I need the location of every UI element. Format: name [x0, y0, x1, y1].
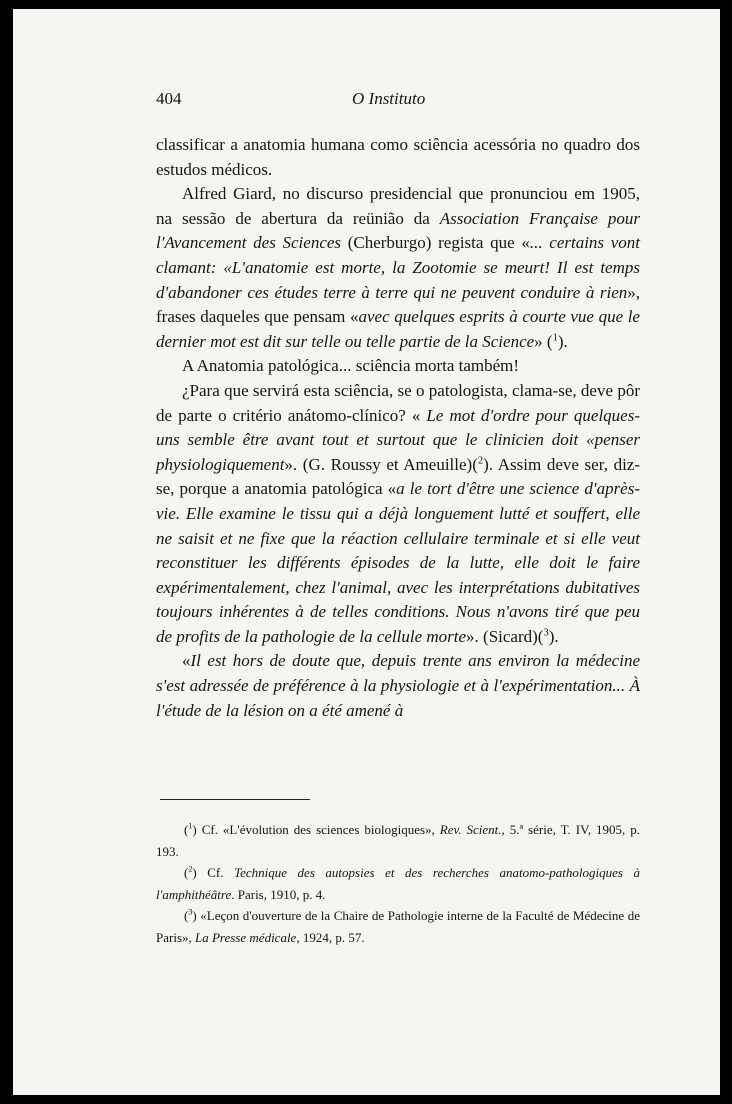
footnote-ref-3: 3 — [543, 627, 549, 639]
quote-giard: ... certains vont clamant: «L'anatomie est morte, la Zootomie se meurt! Il est temps d'abandoner ces études terre à terre qui ne peuvent conduire à rien — [156, 233, 640, 302]
paragraph-3: A Anatomia patológica... sciência morta também! — [182, 356, 520, 376]
book-page — [13, 9, 720, 1095]
italic-citation: Association Française pour l'Avancement des Sciences — [156, 208, 640, 253]
quote-roussy: Le mot d'ordre pour quelques-uns semble être avant tout et surtout que le clinicien doit «penser physiologiquement — [156, 405, 640, 474]
footnotes — [156, 819, 640, 948]
footnote-2: ($^2$) Cf. Technique des autopsies et des recherches anatomo-pathologiques à l'amphithéâtre. Paris, 1910, p. 4. — [156, 864, 641, 902]
paragraph-2: Alfred Giard, no discurso presidencial que pronunciou em 1905, na sessão de abertura da reünião da Association Française pour l'Avancement des Sciences (Cherburgo) regista que «... certains vont clamant: «L'anatomie est morte, la Zootomie se meurt! Il est temps d'abandoner ces études terre à terre qui ne peuvent conduire à rien», frases daqueles que pensam «avec quelques esprits à courte vue que le dernier mot est dit sur telle ou telle partie de la Science» ($^1$). — [156, 184, 640, 351]
footnote-ref-2: 2 — [477, 455, 484, 467]
footnote-ref-1: 1 — [552, 332, 558, 344]
quote-medecine: Il est hors de doute que, depuis trente ans environ la médecine s'est adressée de préférence à la physiologie et à l'expérimentation... À l'étude de la lésion on a été amené à — [156, 651, 640, 720]
quote-sicard: a le tort d'être une science d'après-vie. Elle examine le tissu qui a déjà longuement lutté et souffert, elle ne saisit et ne fixe que la réaction cellulaire terminale et si elle veut reconstituer les différents épisodes de la lutte, elle doit le faire expérimentalement, chez l'animal, avec les interprétations dubitatives toujours inhérentes à de telles conditions. Nous n'avons tiré que peu de profits de la pathologie de la cellule morte — [156, 479, 641, 646]
quote-science: avec quelques esprits à courte vue que le dernier mot est dit sur telle ou telle partie de la Science — [156, 307, 640, 351]
footnote-3: ($^3$) «Leçon d'ouverture de la Chaire de Pathologie interne de la Faculté de Médecine de Paris», La Presse médicale, 1924, p. 57. — [156, 907, 640, 945]
body-text — [156, 133, 640, 723]
paragraph-1: classificar a anatomia humana como sciência acessória no quadro dos estudos médicos. — [156, 135, 640, 179]
page-number: 404 — [156, 89, 182, 108]
page-header — [156, 89, 646, 113]
footnote-divider — [160, 799, 310, 800]
paragraph-4: ¿Para que servirá esta sciência, se o patologista, clama-se, deve pôr de parte o critério anátomo-clínico? « Le mot d'ordre pour quelques-uns semble être avant tout et surtout que le clinicien doit «penser physiologiquement». (G. Roussy et Ameuille)($^2$). Assim deve ser, diz-se, porque a anatomia patológica «a le tort d'être une science d'après-vie. Elle examine le tissu qui a déjà longuement lutté et souffert, elle ne saisit et ne fixe que la réaction cellulaire terminale et si elle veut reconstituer les différents épisodes de la lutte, elle doit le faire expérimentalement, chez l'animal, avec les interprétations dubitatives toujours inhérentes à de telles conditions. Nous n'avons tiré que peu de profits de la pathologie de la cellule morte». (Sicard)($^3$). — [156, 380, 641, 646]
running-title: O Instituto — [352, 89, 426, 108]
footnote-1: ($^1$) Cf. «L'évolution des sciences biologiques», Rev. Scient., 5.ª série, T. IV, 1905, p. 193. — [156, 821, 641, 859]
paragraph-5: «Il est hors de doute que, depuis trente ans environ la médecine s'est adressée de préférence à la physiologie et à l'expérimentation... À l'étude de la lésion on a été amené à — [156, 651, 640, 720]
